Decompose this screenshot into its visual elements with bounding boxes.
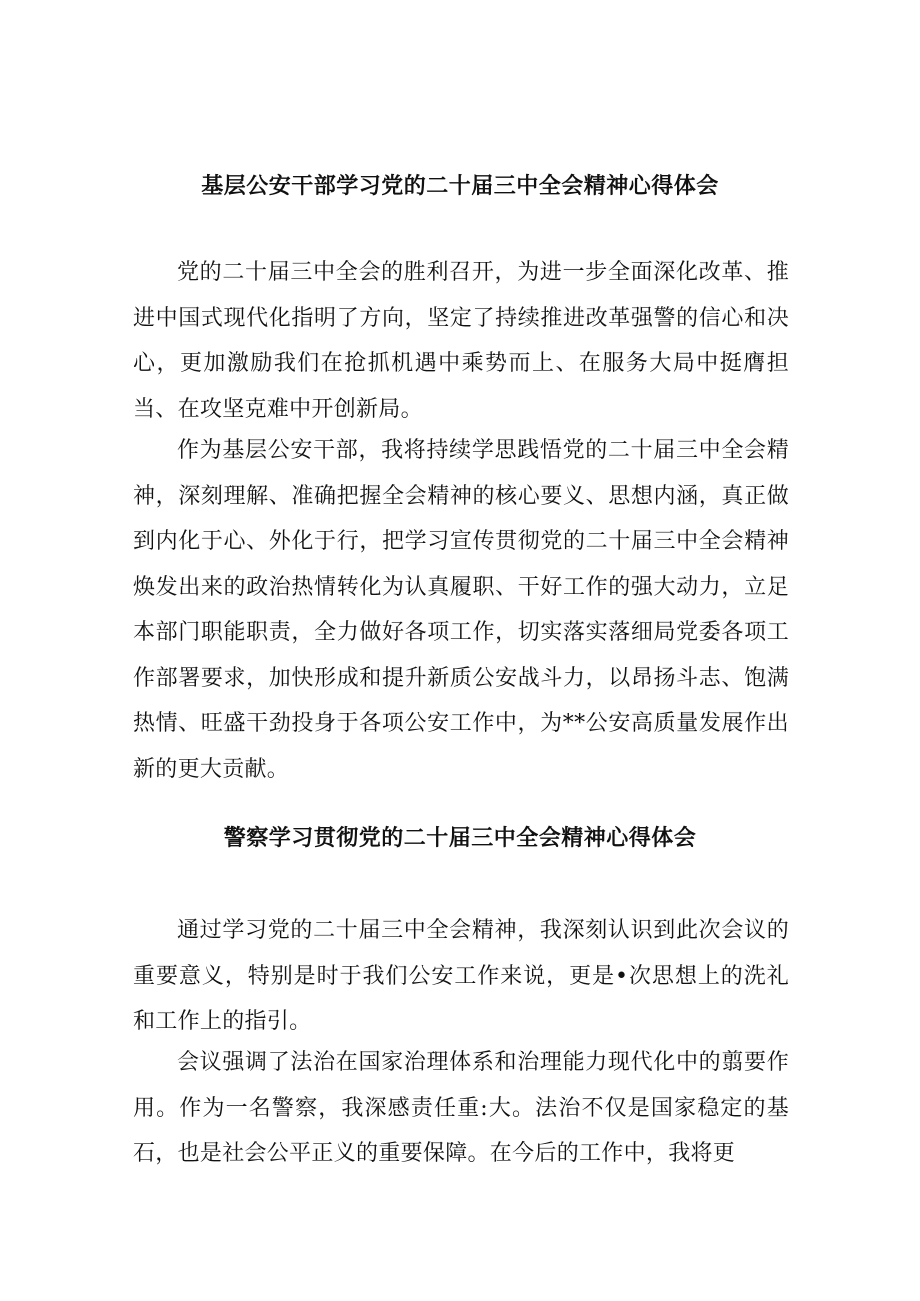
section-2-paragraph-1: 通过学习党的二十届三中全会精神，我深刻认识到此次会议的重要意义，特别是时于我们公安工作来说，更是•次思想上的洗礼和工作上的指引。 (133, 918, 789, 1034)
section-1-paragraph-2: 作为基层公安干部，我将持续学思践悟党的二十届三中全会精神，深刻理解、准确把握全会精神的核心要义、思想内涵，真正做到内化于心、外化于行，把学习宣传贯彻党的二十届三中全会精神焕发出来的政治热情转化为认真履职、干好工作的强大动力，立足本部门职能职责，全力做好各项工作，切实落实落细局党委各项工作部署要求，加快形成和提升新质公安战斗力，以昂扬斗志、饱满热情、旺盛干劲投身于各项公安工作中，为**公安高质量发展作出新的更大贡献。 (133, 438, 789, 782)
section-title-1: 基层公安干部学习党的二十届三中全会精神心得体会 (201, 174, 719, 199)
section-2-paragraph-2: 会议强调了法治在国家治理体系和治理能力现代化中的翦要作用。作为一名警察，我深感责任重:大。法治不仅是国家稳定的基石，也是社会公平正义的重要保障。在今后的工作中，我将更 (133, 1050, 789, 1166)
section-1-paragraph-1: 党的二十届三中全会的胜利召开，为进一步全面深化改革、推进中国式现代化指明了方向，坚定了持续推进改革强警的信心和决心，更加激励我们在抢抓机遇中乘势而上、在服务大局中挺膺担当、在攻坚克难中开创新局。 (133, 260, 789, 422)
section-title-2: 警察学习贯彻党的二十届三中全会精神心得体会 (223, 826, 697, 851)
